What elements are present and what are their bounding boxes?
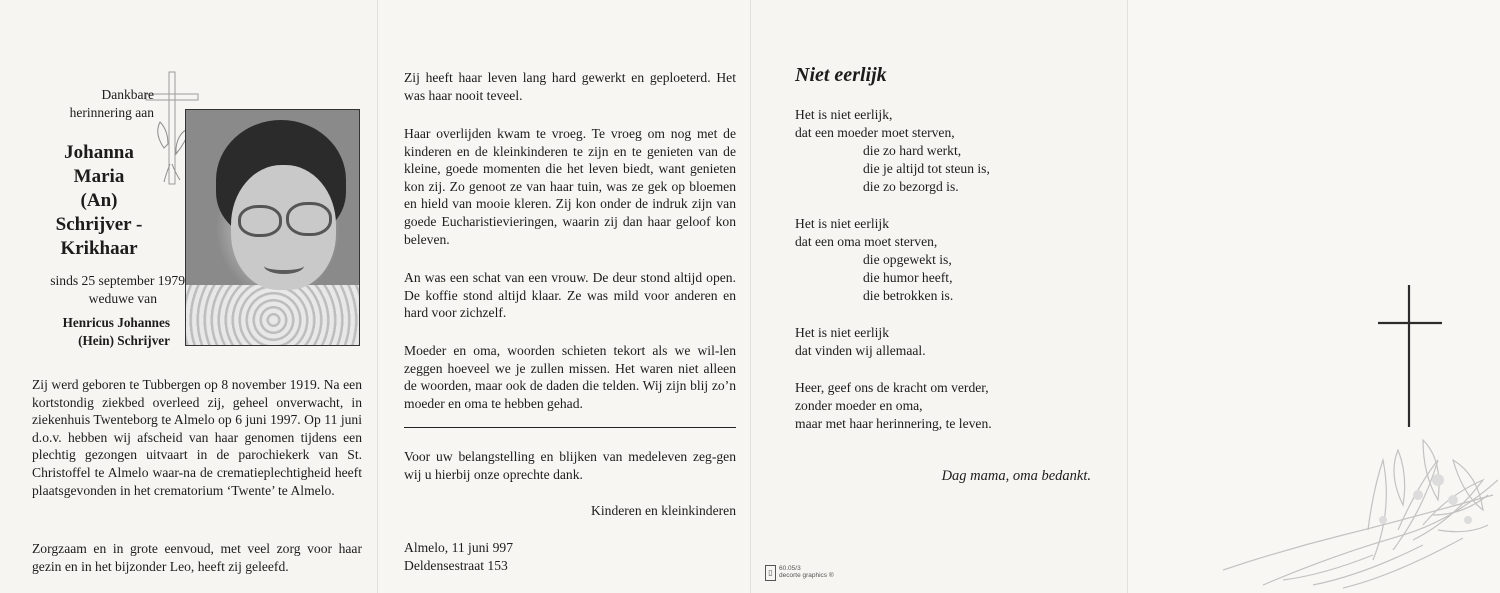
husband-line: Henricus Johannes — [62, 315, 170, 330]
printer-logo-icon: ▯ — [765, 565, 776, 581]
paragraph-character: An was een schat van een vrouw. De deur stond altijd open. De koffie stond altijd klaar. Ze was mild voor anderen en hard voor zichzelf. — [404, 270, 736, 321]
place-date: Almelo, 11 juni 997 — [404, 540, 513, 555]
poem-line: die zo hard werkt, — [863, 143, 962, 158]
intro-line: Dankbare — [101, 87, 154, 102]
logo-code: 60.05/3 — [779, 565, 801, 572]
husband-name — [28, 314, 170, 349]
paragraph-missing: Moeder en oma, woorden schieten tekort als we wil-len zeggen hoeveel we je zullen missen. Het waren niet alleen de woorden, maar ook de daden die telden. Wij zijn blij zo’n moeder en oma te hebben gehad. — [404, 343, 736, 411]
biography-paragraph: Zij werd geboren te Tubbergen op 8 november 1919. Na een kortstondig ziekbed overleed zij, geheel onverwacht, in ziekenhuis Twenteborg te Almelo op 6 juni 1997. Op 11 juni d.o.v. hebben wij afscheid van haar genomen tijdens een plechtig gezongen uitvaart in de parochiekerk van St. Christoffel te Almelo waar-na de crematieplechtigheid heeft plaatsgevonden in het crematorium ‘Twente’ te Almelo. — [32, 377, 362, 498]
widow-info — [20, 272, 185, 307]
name-line: Maria — [73, 166, 125, 187]
cross-icon — [1376, 283, 1446, 429]
poem-line: die je altijd tot steun is, — [863, 161, 990, 176]
name-line: (An) — [80, 190, 118, 211]
poem-title: Niet eerlijk — [795, 64, 887, 86]
poem-line: die opgewekt is, — [863, 252, 952, 267]
poem-line: dat vinden wij allemaal. — [795, 343, 926, 358]
poem-line: dat een moeder moet sterven, — [795, 125, 955, 140]
divider — [404, 427, 736, 428]
address-block — [404, 539, 736, 574]
poem-line: Het is niet eerlijk, — [795, 107, 893, 122]
paragraph-work: Zij heeft haar leven lang hard gewerkt en geploeterd. Het was haar nooit teveel. — [404, 70, 736, 103]
paragraph-death: Haar overlijden kwam te vroeg. Te vroeg om nog met de kinderen en de kleinkinderen te zijn en te genieten van de kleine, goede momenten die het leven biedt, want genieten kon zij. Zo genoot ze van haar tuin, was ze gek op bloemen en hield van mooie kleren. Zij kon onder de indruk zijn van goede Eucharistievieringen, waarin zij dan haar geloof kon beleven. — [404, 126, 736, 247]
signature: Kinderen en kleinkinderen — [591, 503, 736, 518]
since-line: sinds 25 september 1979 — [50, 273, 185, 288]
since-line: weduwe van — [88, 290, 157, 306]
poem-line: dat een oma moet sterven, — [795, 234, 938, 249]
poem-line: zonder moeder en oma, — [795, 398, 923, 413]
poem-line: Heer, geef ons de kracht om verder, — [795, 380, 989, 395]
portrait-photo — [185, 109, 360, 346]
poem-line: die zo bezorgd is. — [863, 179, 959, 194]
care-paragraph: Zorgzaam en in grote eenvoud, met veel zorg voor haar gezin en in het bijzonder Leo, heeft zij geleefd. — [32, 541, 362, 574]
poem-line: Het is niet eerlijk — [795, 216, 889, 231]
name-line: Krikhaar — [60, 238, 138, 259]
street-address: Deldensestraat 153 — [404, 557, 508, 573]
lily-flower-icon — [1223, 420, 1498, 590]
panel-3 — [750, 0, 1127, 593]
panel-4-cover — [1127, 0, 1500, 593]
name-line: Schrijver - — [55, 214, 143, 235]
name-line: Johanna — [64, 142, 134, 163]
logo-brand: decorte graphics ® — [779, 572, 834, 579]
intro-text — [56, 86, 154, 121]
panel-2 — [377, 0, 750, 593]
intro-line: herinnering aan — [69, 104, 154, 120]
poem-line: maar met haar herinnering, te leven. — [795, 416, 992, 431]
deceased-name — [44, 141, 154, 261]
closing-line: Dag mama, oma bedankt. — [941, 468, 1091, 484]
thanks-paragraph: Voor uw belangstelling en blijken van medeleven zeg-gen wij u hierbij onze oprechte dank. — [404, 449, 736, 482]
panel-1 — [0, 0, 377, 593]
poem-line: Het is niet eerlijk — [795, 325, 889, 340]
printer-logo — [765, 565, 834, 581]
poem-line: die humor heeft, — [863, 270, 953, 285]
husband-line: (Hein) Schrijver — [78, 332, 170, 348]
poem-line: die betrokken is. — [863, 288, 954, 303]
